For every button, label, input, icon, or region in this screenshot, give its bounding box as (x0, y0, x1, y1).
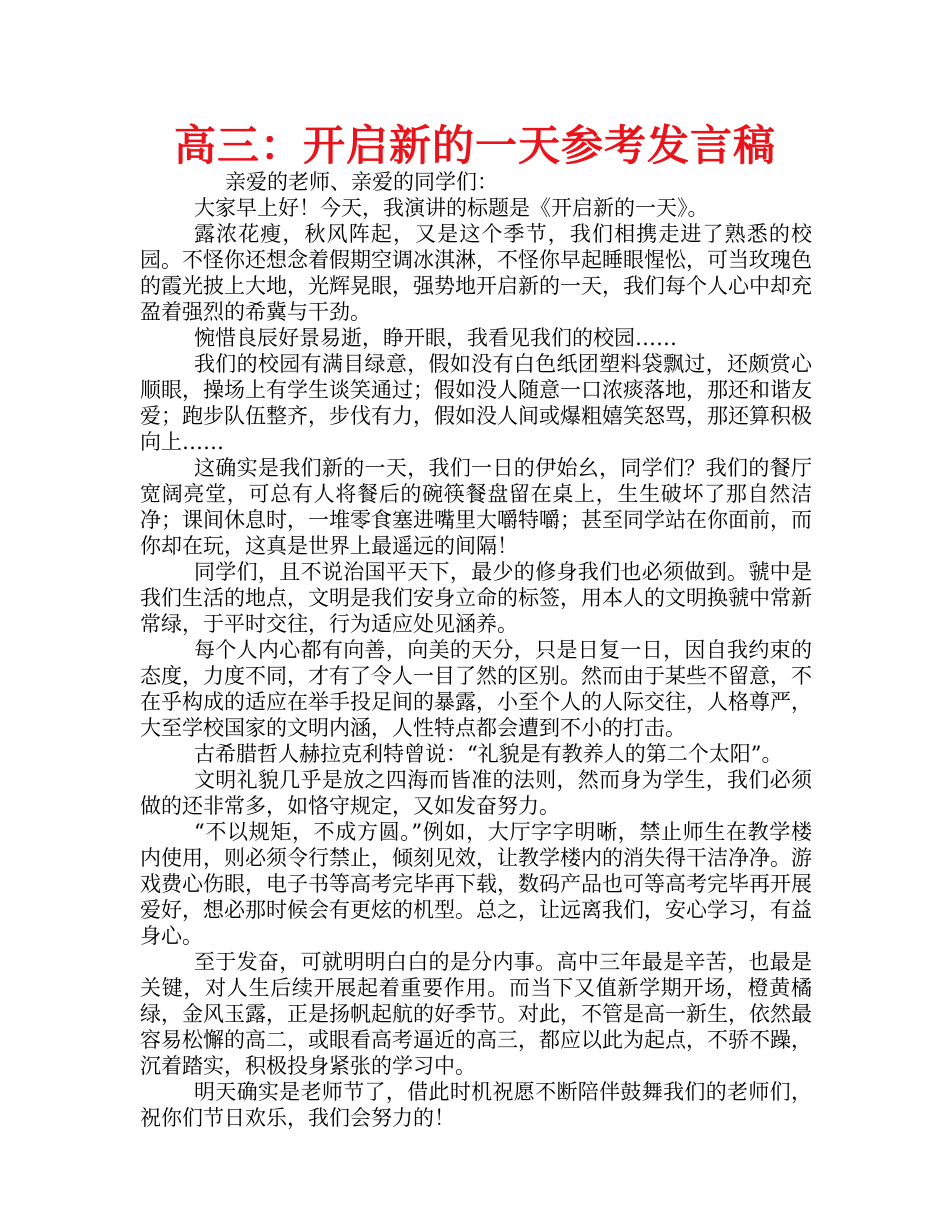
paragraph: 古希腊哲人赫拉克利特曾说：“礼貌是有教养人的第二个太阳”。 (193, 742, 783, 766)
paragraph: 我们的校园有满目绿意，假如没有白色纸团塑料袋飘过，还颇赏心顺眼，操场上有学生谈笑通过；假如没人随意一口浓痰落地，那还和谐友爱；跑步队伍整齐，步伐有力，假如没人间或爆粗嬉笑怒骂，那还算积极向上…… (140, 352, 812, 454)
document-title: 高三：开启新的一天参考发言稿 (173, 121, 776, 170)
paragraph: 露浓花瘦，秋风阵起，又是这个季节，我们相携走进了熟悉的校园。不怪你还想念着假期空调冰淇淋，不怪你早起睡眼惺忪，可当玫瑰色的霞光披上大地，光辉晃眼，强势地开启新的一天，我们每个人心中却充盈着强烈的希冀与干劲。 (140, 222, 812, 324)
paragraph: “不以规矩，不成方圆。”例如，大厅字字明晰，禁止师生在教学楼内使用，则必须令行禁止，倾刻见效，让教学楼内的消失得干洁净净。游戏费心伤眼，电子书等高考完毕再下载，数码产品也可等高考完毕再开展爱好，想必那时候会有更炫的机型。总之，让远离我们，安心学习，有益身心。 (140, 820, 812, 948)
paragraph: 文明礼貌几乎是放之四海而皆准的法则，然而身为学生，我们必须做的还非常多，如恪守规定，又如发奋努力。 (140, 768, 812, 818)
paragraph: 惋惜良辰好景易逝，睁开眼，我看见我们的校园…… (193, 326, 677, 350)
paragraph: 这确实是我们新的一天，我们一日的伊始幺，同学们？我们的餐厅宽阔亮堂，可总有人将餐后的碗筷餐盘留在桌上，生生破坏了那自然洁净；课间休息时，一堆零食塞进嘴里大嚼特嚼；甚至同学站在你面前，而你却在玩，这真是世界上最遥远的间隔！ (140, 456, 812, 558)
paragraph: 同学们，且不说治国平天下，最少的修身我们也必须做到。虢中是我们生活的地点，文明是我们安身立命的标签，用本人的文明换虢中常新常绿，于平时交往，行为适应处见涵养。 (140, 560, 812, 636)
paragraph: 明天确实是老师节了，借此时机祝愿不断陪伴鼓舞我们的老师们，祝你们节日欢乐，我们会努力的！ (140, 1080, 812, 1130)
document-body (140, 169, 812, 1131)
paragraph: 大家早上好！今天，我演讲的标题是《开启新的一天》。 (193, 196, 709, 220)
greeting: 亲爱的老师、亲爱的同学们： (225, 170, 499, 194)
paragraph: 至于发奋，可就明明白白的是分内事。高中三年最是辛苦，也最是关键，对人生后续开展起着重要作用。而当下又值新学期开场，橙黄橘绿，金风玉露，正是扬帆起航的好季节。对此，不管是高一新生，依然最容易松懈的高二，或眼看高考逼近的高三，都应以此为起点，不骄不躁，沉着踏实，积极投身紧张的学习中。 (140, 950, 812, 1078)
paragraph: 每个人内心都有向善，向美的天分，只是日复一日，因自我约束的态度，力度不同，才有了令人一目了然的区别。然而由于某些不留意，不在乎构成的适应在举手投足间的暴露，小至个人的人际交往，人格尊严，大至学校国家的文明内涵，人性特点都会遭到不小的打击。 (140, 638, 812, 740)
